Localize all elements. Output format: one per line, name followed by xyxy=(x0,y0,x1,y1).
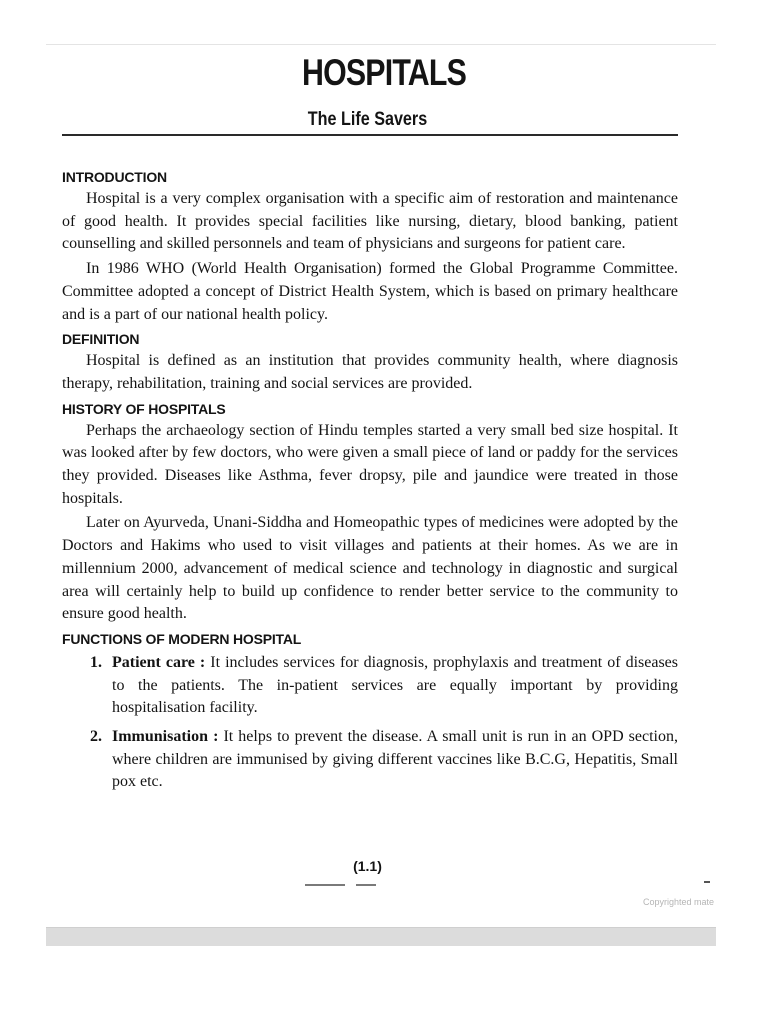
list-item-number: 2. xyxy=(90,728,102,746)
document-body xyxy=(62,166,678,794)
paragraph: In 1986 WHO (World Health Organisation) formed the Global Programme Committee. Committee adopted a concept of District Health System, which is based on primary healthcare and is a part of our national health policy. xyxy=(62,260,678,323)
list-item xyxy=(62,652,678,720)
section-heading-functions: FUNCTIONS OF MODERN HOSPITAL xyxy=(62,630,302,647)
paragraph: Hospital is a very complex organisation with a specific aim of restoration and maintenance of good health. It provides special facilities like nursing, dietary, blood banking, patient counselling and skilled personnels and team of physicians and surgeons for patient care. xyxy=(62,190,678,253)
print-smudge xyxy=(356,884,376,886)
paragraph: Later on Ayurveda, Unani-Siddha and Homeopathic types of medicines were adopted by the Doctors and Hakims who used to visit villages and patients at their homes. As we are in millennium 2000, advancement of medical science and technology in diagnostic and surgical area will certainly help to build up confidence to render better service to the community to ensure good health. xyxy=(62,514,678,623)
copyright-watermark: Copyrighted mate xyxy=(642,897,714,907)
list-item-term: Immunisation : xyxy=(112,728,219,746)
top-divider xyxy=(46,44,716,45)
page-number: (1.1) xyxy=(353,858,382,874)
list-item-text: It includes services for diagnosis, prophylaxis and treatment of diseases to the patients. The in-patient services are equally important by providing hospitalisation facility. xyxy=(112,653,679,717)
paragraph: Hospital is defined as an institution that provides community health, where diagnosis therapy, rehabilitation, training and social services are provided. xyxy=(62,352,678,392)
list-item-text: It helps to prevent the disease. A small unit is run in an OPD section, where children are immunised by giving different vaccines like B.C.G, Hepatitis, Small pox etc. xyxy=(112,728,679,791)
list-item xyxy=(62,726,678,794)
title-rule xyxy=(62,134,678,136)
section-heading-definition: DEFINITION xyxy=(62,331,140,348)
list-item-number: 1. xyxy=(90,653,102,671)
page-subtitle: The Life Savers xyxy=(307,109,428,130)
section-heading-introduction: INTRODUCTION xyxy=(62,169,167,185)
paragraph: Perhaps the archaeology section of Hindu temples started a very small bed size hospital. It was looked after by few doctors, who were given a small piece of land or paddy for the services they provided. Diseases like Asthma, fever dropsy, pile and jaundice were treated in those hospitals. xyxy=(62,421,678,507)
page-title: HOSPITALS xyxy=(302,52,466,93)
print-mark xyxy=(704,881,710,883)
list-item-body xyxy=(112,726,678,794)
list-item-body xyxy=(112,652,678,720)
viewer-footer-bar xyxy=(46,927,716,946)
list-item-term: Patient care : xyxy=(112,653,206,671)
section-heading-history: HISTORY OF HOSPITALS xyxy=(62,400,226,417)
print-smudge xyxy=(305,884,345,886)
